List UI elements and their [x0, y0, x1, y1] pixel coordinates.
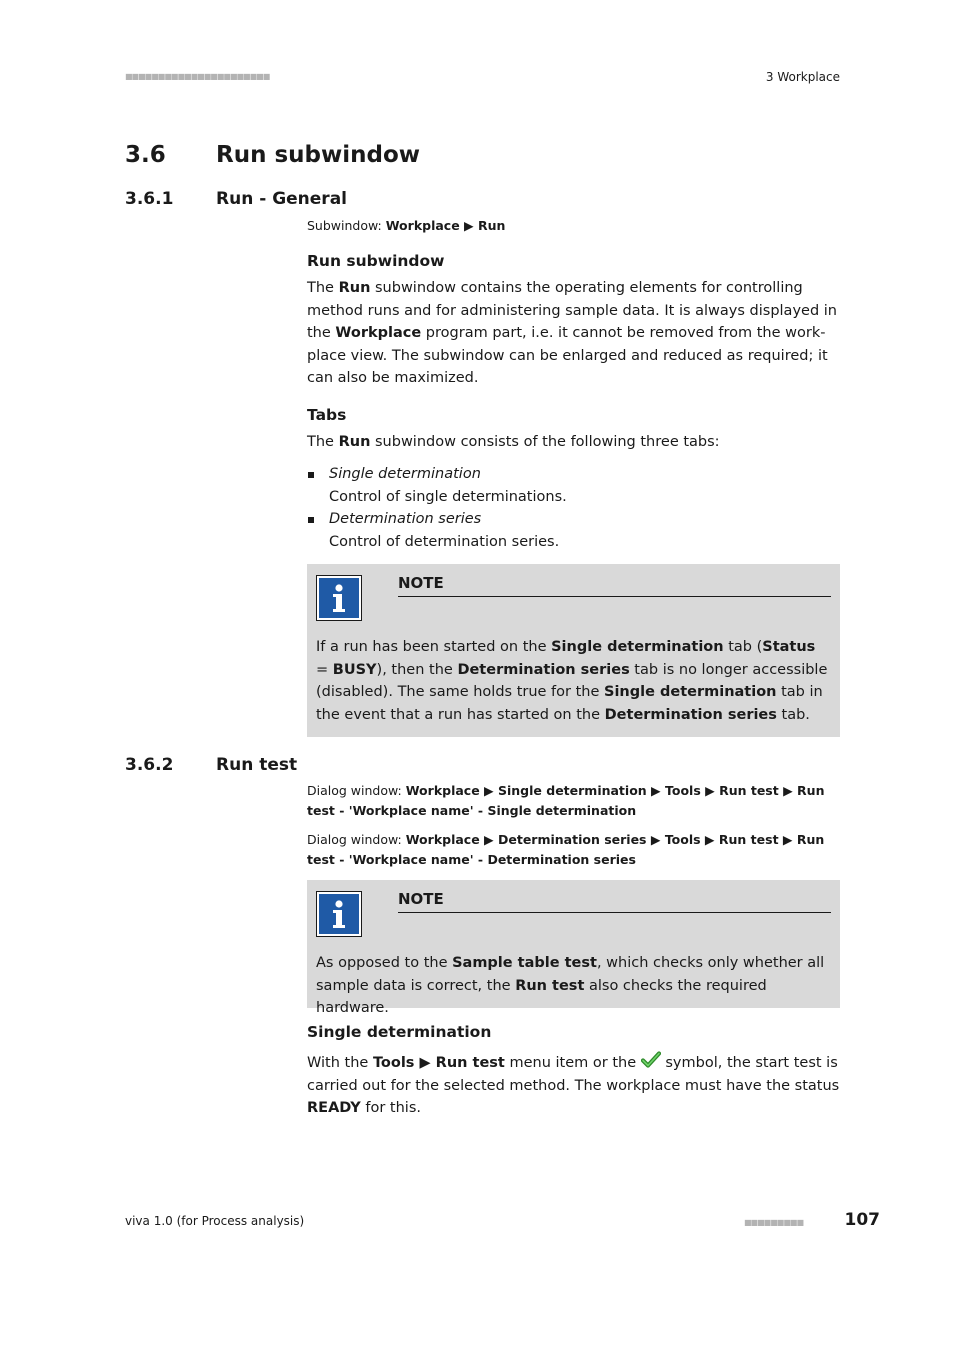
subwindow-path: Subwindow: Workplace ▶ Run: [307, 218, 506, 233]
info-icon: [316, 891, 362, 937]
footer-product: viva 1.0 (for Process analysis): [125, 1214, 305, 1228]
tabs-list: [307, 463, 840, 553]
page-number: 107: [844, 1210, 880, 1230]
subsection-number-2: 3.6.2: [125, 755, 174, 775]
list-item: Determination series Control of determination series.: [307, 508, 840, 553]
list-item: Single determination Control of single determinations.: [307, 463, 840, 508]
section-number: 3.6: [125, 142, 166, 168]
note-text: As opposed to the Sample table test, which checks only whether all sample data is correct, the Run test also checks the required hardware.: [316, 955, 825, 1016]
subheading-run-subwindow: Run subwindow: [307, 252, 445, 270]
paragraph-tabs: The Run subwindow consists of the following three tabs:: [307, 434, 720, 450]
section-title: Run subwindow: [216, 142, 421, 168]
subsection-title-2: Run test: [216, 755, 298, 775]
bullet-marker: [308, 472, 314, 478]
subsection-title-1: Run - General: [216, 189, 347, 209]
note-title: NOTE: [398, 889, 831, 913]
info-icon: [316, 575, 362, 621]
header-chapter: 3 Workplace: [765, 70, 840, 84]
dialog-path-series: Dialog window: Workplace ▶ Determination series ▶ Tools ▶ Run test ▶ Run test - 'Workplace name' - Determination series: [307, 832, 825, 867]
subheading-tabs: Tabs: [307, 406, 347, 424]
subsection-number-1: 3.6.1: [125, 189, 174, 209]
footer-decoration: ■■■■■■■■■: [744, 1218, 804, 1227]
dialog-path-single: Dialog window: Workplace ▶ Single determination ▶ Tools ▶ Run test ▶ Run test - 'Workplace name' - Single determination: [307, 783, 825, 818]
paragraph-run-subwindow: The Run subwindow contains the operating elements for controlling method runs and for administering sample data. It is always displayed in the Workplace program part, i.e. it cannot be removed from the work-place view. The subwindow can be enlarged and reduced as required; it can also be maximized.: [307, 280, 837, 386]
check-icon: [641, 1051, 661, 1069]
subheading-single-determination: Single determination: [307, 1023, 492, 1041]
header-decoration: ■■■■■■■■■■■■■■■■■■■■■■: [125, 72, 270, 81]
paragraph-single-determination: With the Tools ▶ Run test menu item or the symbol, the start test is carried out for the selected method. The workplace must have the status READY for this.: [307, 1051, 840, 1120]
note-title: NOTE: [398, 573, 831, 597]
note-box-2: [307, 880, 840, 1016]
note-box-1: [307, 564, 840, 737]
note-text: If a run has been started on the Single determination tab (Status = BUSY), then the Determination series tab is no longer accessible (disabled). The same holds true for the Single determination tab in the event that a run has started on the Determination series tab.: [316, 639, 828, 723]
bullet-marker: [308, 517, 314, 523]
